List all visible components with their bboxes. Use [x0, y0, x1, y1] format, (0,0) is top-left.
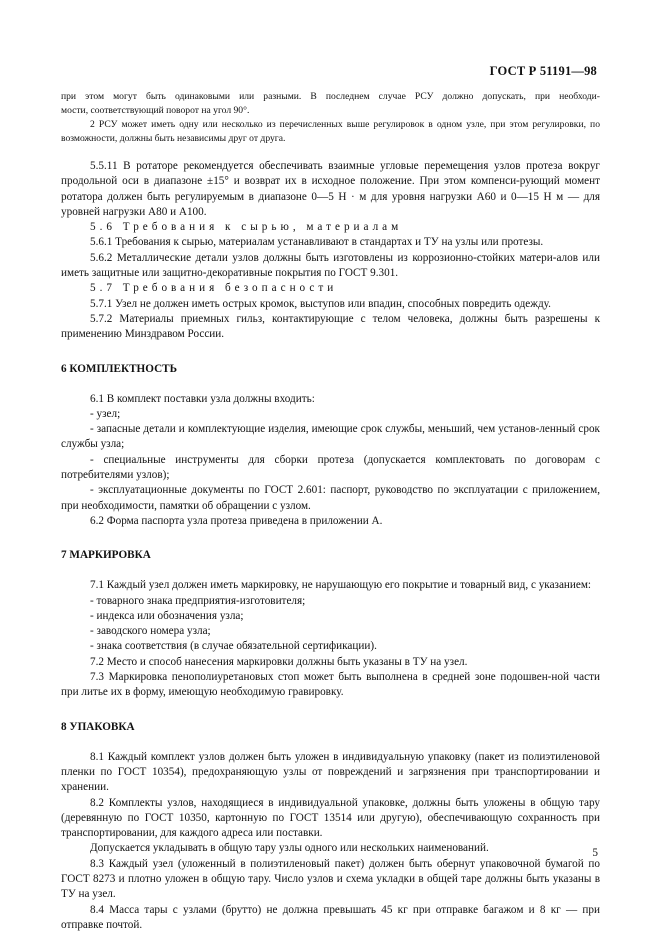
clause-7-2: 7.2 Место и способ нанесения маркировки должны быть указаны в ТУ на узел.	[90, 655, 468, 668]
clause-6-2: 6.2 Форма паспорта узла протеза приведена в приложении А.	[90, 514, 383, 527]
list-item: - узел;	[90, 407, 121, 420]
section-6-title: 6 КОМПЛЕКТНОСТЬ	[61, 362, 178, 375]
section-7-title: 7 МАРКИРОВКА	[61, 549, 151, 562]
clause-5-6-heading: 5.6 Требования к сырью, материалам	[90, 221, 403, 234]
continuation-line-1: при этом могут быть одинаковыми или разными. В последнем случае РСУ должно допускать, при необходи-	[61, 91, 600, 102]
page-number: 5	[592, 847, 598, 859]
clause-7-3: 7.3 Маркировка пенополиуретановых стоп может быть выполнена в средней зоне подошвен-ной части при литье их в форму, имеющую необходимую гравировку.	[61, 671, 600, 699]
section-8-title: 8 УПАКОВКА	[61, 720, 135, 733]
list-item: - специальные инструменты для сборки протеза (допускается комплектовать по договорам с потребителями узлов);	[61, 453, 600, 482]
list-item: - товарного знака предприятия-изготовителя;	[90, 594, 306, 607]
clause-8-4: 8.4 Масса тары с узлами (брутто) не должна превышать 45 кг при отправке багажом и 8 кг — при отправке почтой.	[61, 903, 600, 931]
list-item: - заводского номера узла;	[90, 625, 211, 638]
note-2-paragraph: 2 РСУ может иметь одну или несколько из перечисленных выше регулировок в одном узле, при этом регулировки, по возможности, должны быть независимы друг от друга.	[61, 119, 600, 144]
clause-7-1: 7.1 Каждый узел должен иметь маркировку, не нарушающую его покрытие и товарный вид, с указанием:	[90, 579, 592, 592]
clause-5-6-1: 5.6.1 Требования к сырью, материалам устанавливают в стандартах и ТУ на узлы или протезы.	[90, 236, 544, 249]
continuation-line-2: мости, соответствующий поворот на угол 90°.	[61, 105, 250, 116]
clause-8-2: 8.2 Комплекты узлов, находящиеся в индивидуальной упаковке, должны быть уложены в общую тару (деревянную по ГОСТ 10350, картонную по ГОСТ 13514 или другую), обеспечивающую сохранность при транспортировании, для каждого адреса или поставки.	[61, 796, 600, 840]
continuation-paragraph	[61, 90, 600, 118]
list-item: - знака соответствия (в случае обязательной сертификации).	[90, 640, 377, 653]
clause-8-1: 8.1 Каждый комплект узлов должен быть уложен в индивидуальную упаковку (пакет из полиэтиленовой пленки по ГОСТ 10354), предохраняющую узлы от повреждений и загрязнения при транспортировании и хранении.	[61, 750, 600, 794]
document-body	[61, 90, 600, 933]
clause-5-7-2: 5.7.2 Материалы приемных гильз, контактирующие с телом человека, должны быть разрешены к применению Минздравом России.	[61, 312, 600, 341]
clause-5-6-2: 5.6.2 Металлические детали узлов должны быть изготовлены из коррозионно-стойких матери-алов или иметь защитные или защитно-декоративные покрытия по ГОСТ 9.301.	[61, 251, 600, 280]
clause-8-2-note: Допускается укладывать в общую тару узлы одного или нескольких наименований.	[90, 842, 489, 855]
clause-5-5-11: 5.5.11 В ротаторе рекомендуется обеспечивать взаимные угловые перемещения узлов протеза вокруг продольной оси в диапазоне ±15° и возврат их в исходное положение. При этом компенси-рующий момент ротатора должен быть регулируемым в диапазоне 0—5 Н · м для уровня нагрузки А60 и 0—15 Н м — для уровней нагрузки А80 и А100.	[61, 160, 600, 218]
clause-5-7-1: 5.7.1 Узел не должен иметь острых кромок, выступов или впадин, способных повредить одежду.	[90, 297, 551, 310]
clause-6-1: 6.1 В комплект поставки узла должны входить:	[90, 392, 315, 405]
clause-8-3: 8.3 Каждый узел (уложенный в полиэтиленовый пакет) должен быть обернут упаковочной бумагой по ГОСТ 8273 и плотно уложен в общую тару. Число узлов и схема укладки в общей таре должны быть указаны в ТУ на узел.	[61, 857, 600, 901]
list-item: - эксплуатационные документы по ГОСТ 2.601: паспорт, руководство по эксплуатации с приложением, при необходимости, памятки об обращении с узлом.	[61, 484, 600, 512]
list-item: - индекса или обозначения узла;	[90, 609, 244, 622]
list-item: - запасные детали и комплектующие изделия, имеющие срок службы, меньший, чем установ-ленный срок службы узла;	[61, 423, 600, 451]
clause-5-7-heading: 5.7 Требования безопасности	[90, 282, 338, 295]
page-header-title: ГОСТ Р 51191—98	[489, 64, 597, 78]
